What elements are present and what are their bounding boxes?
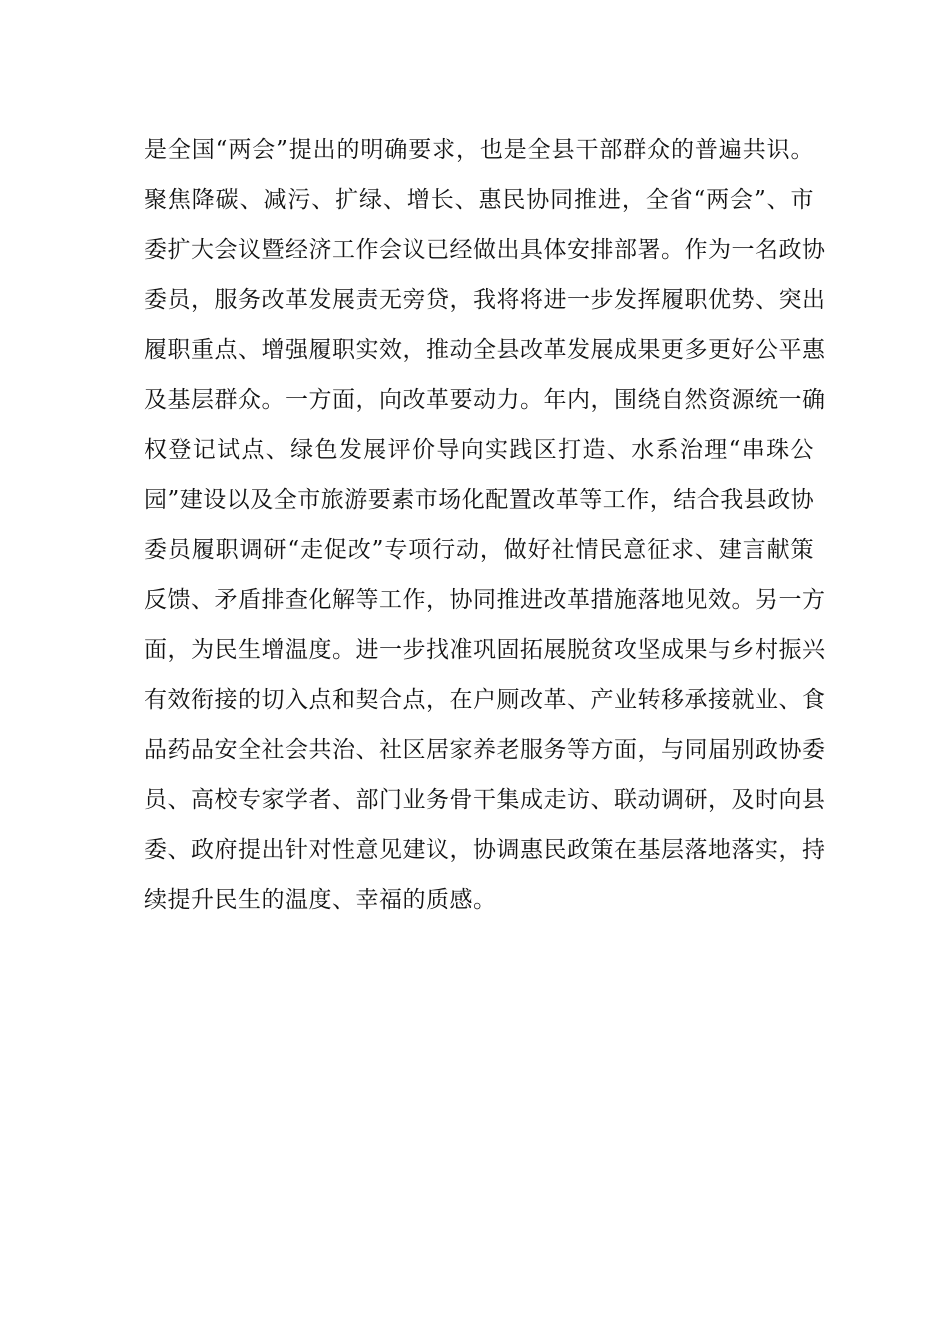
- text-line-16: 续提升民生的温度、幸福的质感。: [144, 887, 497, 913]
- text-line-1: 是全国“两会”提出的明确要求，也是全县干部群众的普遍共识。: [144, 137, 814, 163]
- text-line-7: 权登记试点、绿色发展评价导向实践区打造、水系治理“串珠公: [144, 437, 814, 463]
- text-line-10: 反馈、矛盾排查化解等工作，协同推进改革措施落地见效。另一方: [144, 587, 826, 613]
- text-line-4: 委员，服务改革发展责无旁贷，我将将进一步发挥履职优势、突出: [144, 287, 826, 313]
- text-line-5: 履职重点、增强履职实效，推动全县改革发展成果更多更好公平惠: [144, 337, 826, 363]
- text-line-11: 面，为民生增温度。进一步找准巩固拓展脱贫攻坚成果与乡村振兴: [144, 637, 826, 663]
- text-line-12: 有效衔接的切入点和契合点，在户厕改革、产业转移承接就业、食: [144, 687, 826, 713]
- text-line-9: 委员履职调研“走促改”专项行动，做好社情民意征求、建言献策: [144, 537, 814, 563]
- text-line-14: 员、高校专家学者、部门业务骨干集成走访、联动调研，及时向县: [144, 787, 826, 813]
- text-line-8: 园”建设以及全市旅游要素市场化配置改革等工作，结合我县政协: [144, 487, 815, 513]
- text-line-3: 委扩大会议暨经济工作会议已经做出具体安排部署。作为一名政协: [144, 237, 826, 263]
- text-line-6: 及基层群众。一方面，向改革要动力。年内，围绕自然资源统一确: [144, 387, 826, 413]
- body-paragraph: [144, 125, 826, 925]
- text-line-2: 聚焦降碳、减污、扩绿、增长、惠民协同推进，全省“两会”、市: [144, 187, 814, 213]
- text-line-15: 委、政府提出针对性意见建议，协调惠民政策在基层落地落实，持: [144, 837, 826, 863]
- text-line-13: 品药品安全社会共治、社区居家养老服务等方面，与同届别政协委: [144, 737, 826, 763]
